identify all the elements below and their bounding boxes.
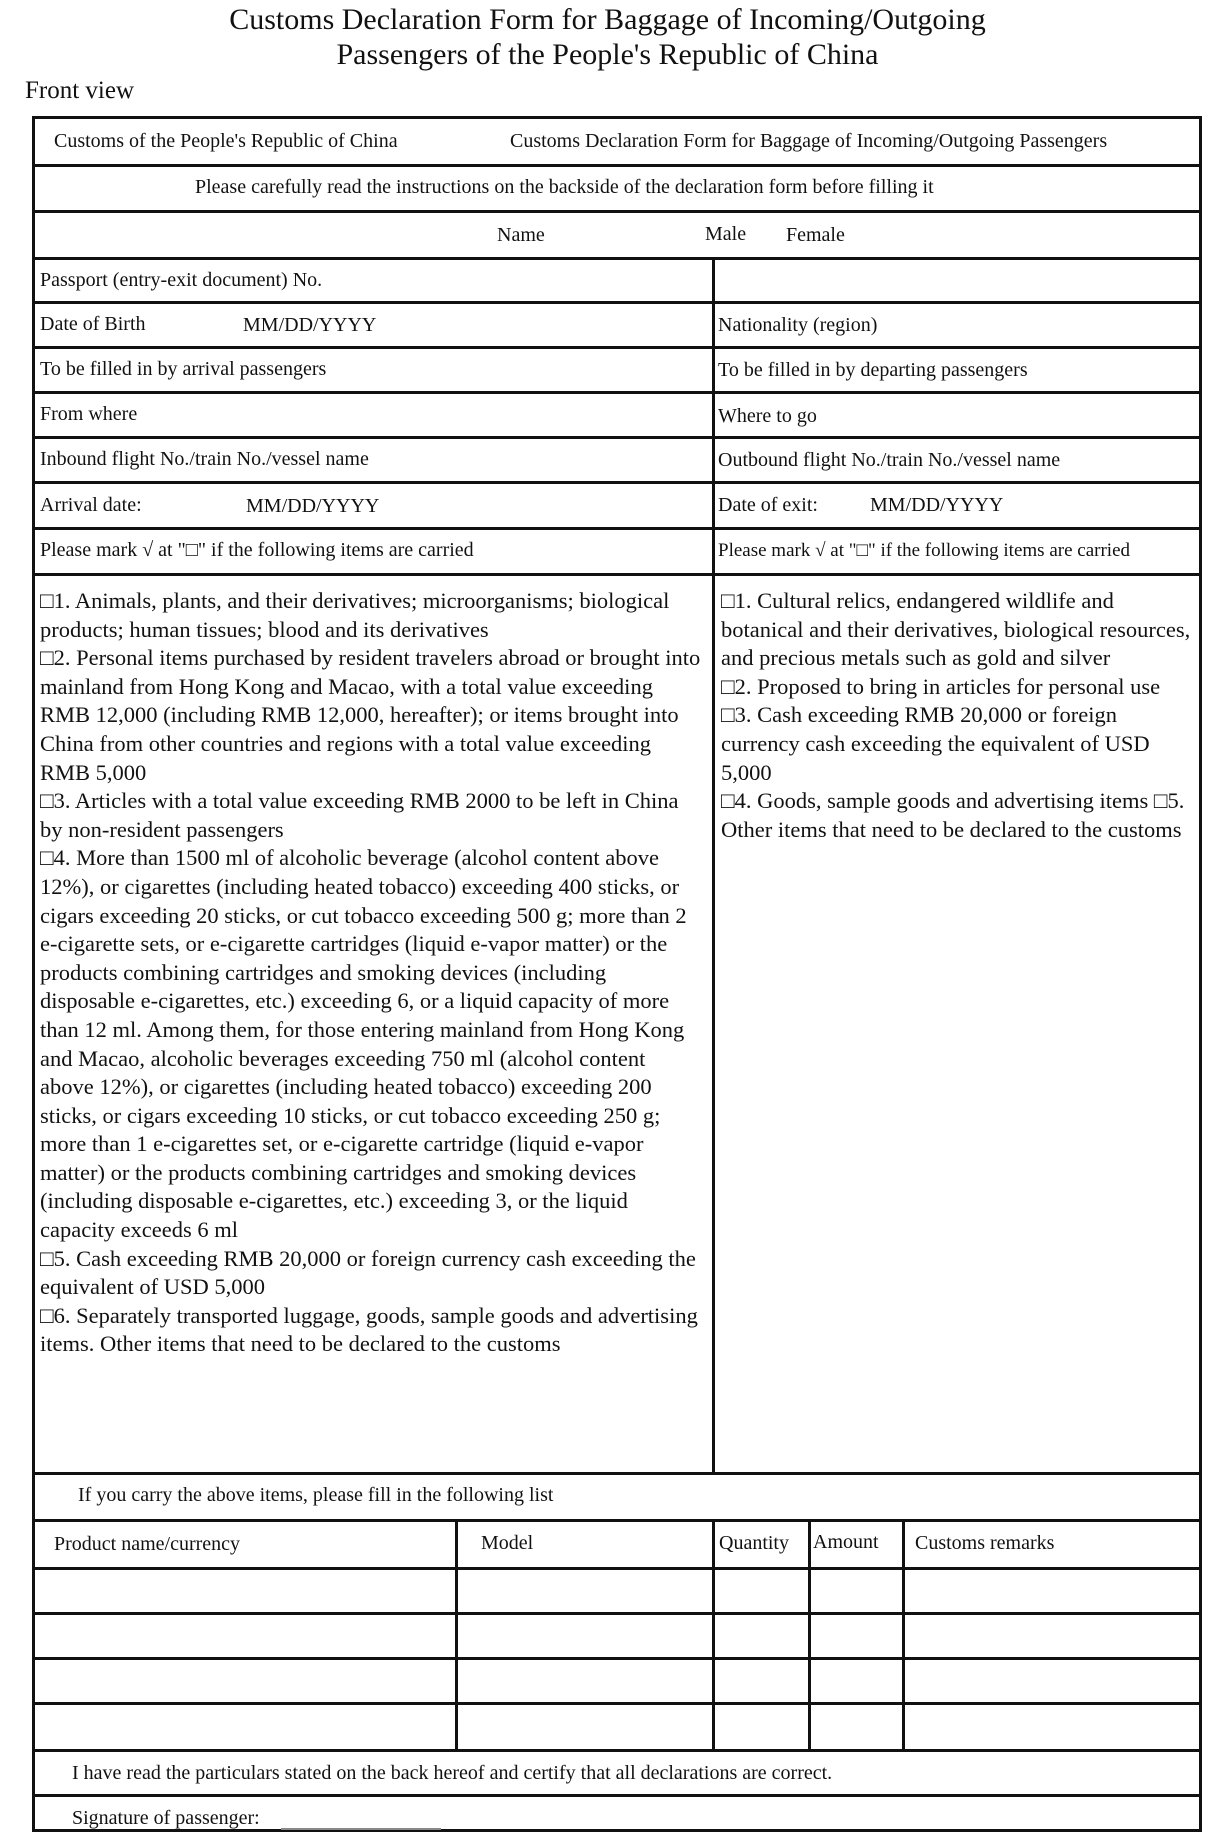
departure-heading: To be filled in by departing passengers bbox=[718, 359, 1028, 381]
nationality-label: Nationality (region) bbox=[718, 314, 878, 336]
form-name: Customs Declaration Form for Baggage of Incoming/Outgoing Passengers bbox=[510, 130, 1108, 152]
exit-date-format: MM/DD/YYYY bbox=[870, 494, 1004, 516]
arrival-item[interactable]: □4. More than 1500 ml of alcoholic beverage (alcohol content above 12%), or cigarettes (including heated tobacco) exceeding 400 sticks, or cigars exceeding 20 sticks, or cut tobacco exceeding 500 g; more than 2 e-cigarette sets, or e-cigarette cartridges (liquid e-vapor matter) or the products combining cartridges and smoking devices (including disposable e-cigarettes, etc.) exceeding 6, or a liquid capacity of more than 12 ml. Among them, for those entering mainland from Hong Kong and Macao, alcoholic beverages exceeding 750 ml (alcohol content above 12%), or cigarettes (including heated tobacco) exceeding 200 sticks, or cigars exceeding 10 sticks, or cut tobacco exceeding 250 g; more than 1 e-cigarettes set, or e-cigarette cartridge (liquid e-vapor matter) or the products combining cartridges and smoking devices (including disposable e-cigarettes, etc.) exceeding 3, or the liquid capacity exceeds 6 ml bbox=[40, 845, 687, 1243]
arrival-items-list bbox=[40, 587, 702, 1359]
passport-label: Passport (entry-exit document) No. bbox=[40, 269, 323, 291]
departure-item[interactable]: □1. Cultural relics, endangered wildlife and botanical and their derivatives, biological resources, and precious metals such as gold and silver bbox=[721, 588, 1191, 671]
instruction-text: Please carefully read the instructions on the backside of the declaration form before filling it bbox=[195, 176, 934, 198]
table-row[interactable] bbox=[35, 1570, 1199, 1612]
female-option[interactable]: Female bbox=[786, 224, 845, 246]
arrival-heading: To be filled in by arrival passengers bbox=[40, 358, 327, 380]
arrival-date-format: MM/DD/YYYY bbox=[246, 495, 380, 517]
inbound-label: Inbound flight No./train No./vessel name bbox=[40, 448, 369, 470]
departure-item[interactable]: □2. Proposed to bring in articles for personal use bbox=[721, 673, 1161, 699]
from-where-label: From where bbox=[40, 403, 138, 425]
outbound-label: Outbound flight No./train No./vessel name bbox=[718, 449, 1061, 471]
exit-date-label: Date of exit: bbox=[718, 494, 818, 516]
arrival-item[interactable]: □1. Animals, plants, and their derivatives; microorganisms; biological products; human tissues; blood and its derivatives bbox=[40, 588, 670, 642]
table-row[interactable] bbox=[35, 1615, 1199, 1657]
arrival-item[interactable]: □2. Personal items purchased by resident travelers abroad or brought into mainland from Hong Kong and Macao, with a total value exceeding RMB 12,000 (including RMB 12,000, hereafter); or items brought into China from other countries and regions with a total value exceeding RMB 5,000 bbox=[40, 645, 701, 785]
column-quantity: Quantity bbox=[719, 1532, 789, 1554]
arrival-item[interactable]: □3. Articles with a total value exceeding RMB 2000 to be left in China by non-resident passengers bbox=[40, 788, 679, 842]
column-remarks: Customs remarks bbox=[915, 1532, 1055, 1554]
departure-items-list bbox=[721, 587, 1191, 844]
arrival-item[interactable]: □6. Separately transported luggage, goods, sample goods and advertising items. Other items that need to be declared to the customs bbox=[40, 1302, 698, 1357]
column-product: Product name/currency bbox=[54, 1533, 241, 1555]
column-model: Model bbox=[481, 1532, 534, 1554]
front-view-label: Front view bbox=[25, 77, 135, 104]
arrival-item[interactable]: □5. Cash exceeding RMB 20,000 or foreign currency cash exceeding the equivalent of USD 5,000 bbox=[40, 1245, 696, 1300]
declaration-form bbox=[32, 116, 1202, 1832]
dob-format: MM/DD/YYYY bbox=[243, 314, 377, 336]
list-heading: If you carry the above items, please fill in the following list bbox=[78, 1484, 554, 1506]
certification-statement: I have read the particulars stated on the back hereof and certify that all declarations are correct. bbox=[72, 1762, 833, 1784]
mark-instruction-arrival: Please mark √ at "□" if the following items are carried bbox=[40, 539, 474, 561]
name-label: Name bbox=[497, 224, 545, 246]
mark-instruction-departure: Please mark √ at "□" if the following items are carried bbox=[718, 540, 1130, 561]
male-option[interactable]: Male bbox=[705, 223, 747, 245]
departure-item[interactable]: □4. Goods, sample goods and advertising items □5. Other items that need to be declared to the customs bbox=[721, 788, 1185, 842]
table-row[interactable] bbox=[35, 1705, 1199, 1749]
arrival-date-label: Arrival date: bbox=[40, 494, 142, 516]
table-row[interactable] bbox=[35, 1660, 1199, 1702]
column-amount: Amount bbox=[813, 1531, 879, 1553]
customs-authority: Customs of the People's Republic of China bbox=[54, 130, 398, 152]
signature-field[interactable] bbox=[281, 1828, 441, 1830]
departure-item[interactable]: □3. Cash exceeding RMB 20,000 or foreign currency cash exceeding the equivalent of USD 5,000 bbox=[721, 702, 1150, 785]
form-title-line2: Passengers of the People's Republic of China bbox=[336, 38, 879, 71]
signature-label: Signature of passenger: bbox=[72, 1807, 260, 1829]
dob-label: Date of Birth bbox=[40, 313, 146, 335]
where-to-go-label: Where to go bbox=[718, 405, 817, 427]
form-title-line1: Customs Declaration Form for Baggage of Incoming/Outgoing bbox=[229, 3, 986, 36]
